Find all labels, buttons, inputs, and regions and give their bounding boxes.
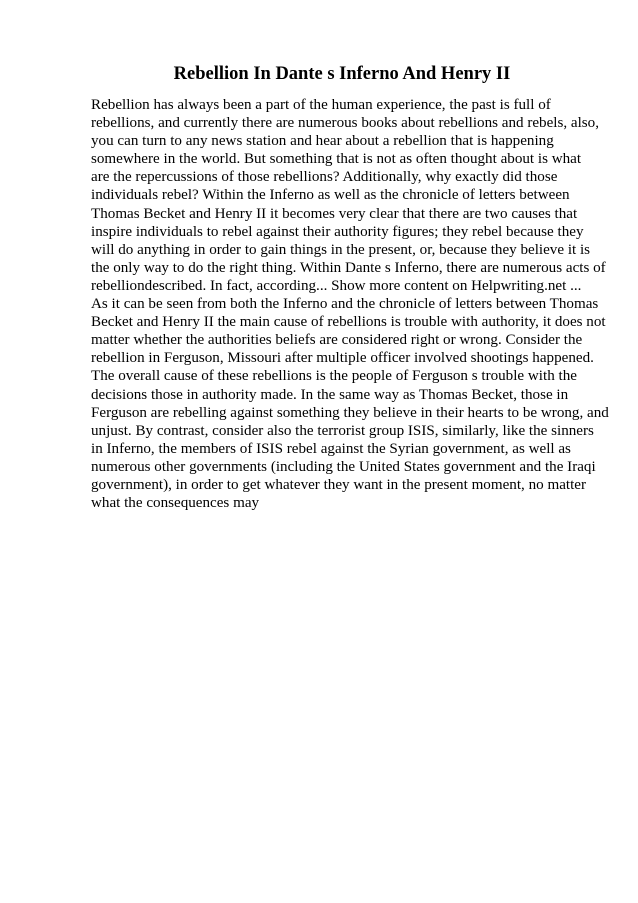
body-line: decisions those in authority made. In the same way as Thomas Becket, those in	[91, 386, 569, 403]
body-line: Becket and Henry II the main cause of rebellions is trouble with authority, it does not	[91, 314, 606, 331]
body-line: unjust. By contrast, consider also the terrorist group ISIS, similarly, like the sinners	[91, 422, 594, 439]
body-line: the only way to do the right thing. Within Dante s Inferno, there are numerous acts of	[91, 259, 606, 276]
body-line: individuals rebel? Within the Inferno as well as the chronicle of letters between	[91, 187, 570, 204]
body-line: you can turn to any news station and hear about a rebellion that is happening	[91, 133, 554, 150]
body-line: in Inferno, the members of ISIS rebel against the Syrian government, as well as	[91, 440, 571, 457]
body-line: will do anything in order to gain things in the present, or, because they believe it is	[91, 241, 591, 258]
body-line: rebelliondescribed. In fact, according... Show more content on Helpwriting.net ...	[91, 277, 582, 294]
body-line: rebellion in Ferguson, Missouri after multiple officer involved shootings happened.	[91, 350, 594, 367]
body-line: Rebellion has always been a part of the human experience, the past is full of	[91, 97, 551, 113]
body-line: what the consequences may	[91, 495, 260, 512]
body-line: inspire individuals to rebel against their authority figures; they rebel because they	[91, 223, 584, 240]
body-line: somewhere in the world. But something that is not as often thought about is what	[91, 151, 582, 168]
body-line: are the repercussions of those rebellions? Additionally, why exactly did those	[91, 169, 558, 186]
body-line: The overall cause of these rebellions is the people of Ferguson s trouble with the	[91, 368, 577, 385]
body-line: As it can be seen from both the Inferno and the chronicle of letters between Thomas	[91, 296, 599, 313]
body-line: government), in order to get whatever they want in the present moment, no matter	[91, 476, 587, 493]
document-body	[91, 96, 611, 512]
body-line: matter whether the authorities beliefs are considered right or wrong. Consider the	[91, 332, 583, 349]
document-title: Rebellion In Dante s Inferno And Henry II	[173, 64, 511, 84]
body-line: rebellions, and currently there are numerous books about rebellions and rebels, also,	[91, 115, 599, 132]
body-line: Ferguson are rebelling against something they believe in their hearts to be wrong, and	[91, 404, 609, 421]
body-line: Thomas Becket and Henry II it becomes very clear that there are two causes that	[91, 205, 578, 222]
body-line: numerous other governments (including the United States government and the Iraqi	[91, 458, 596, 475]
